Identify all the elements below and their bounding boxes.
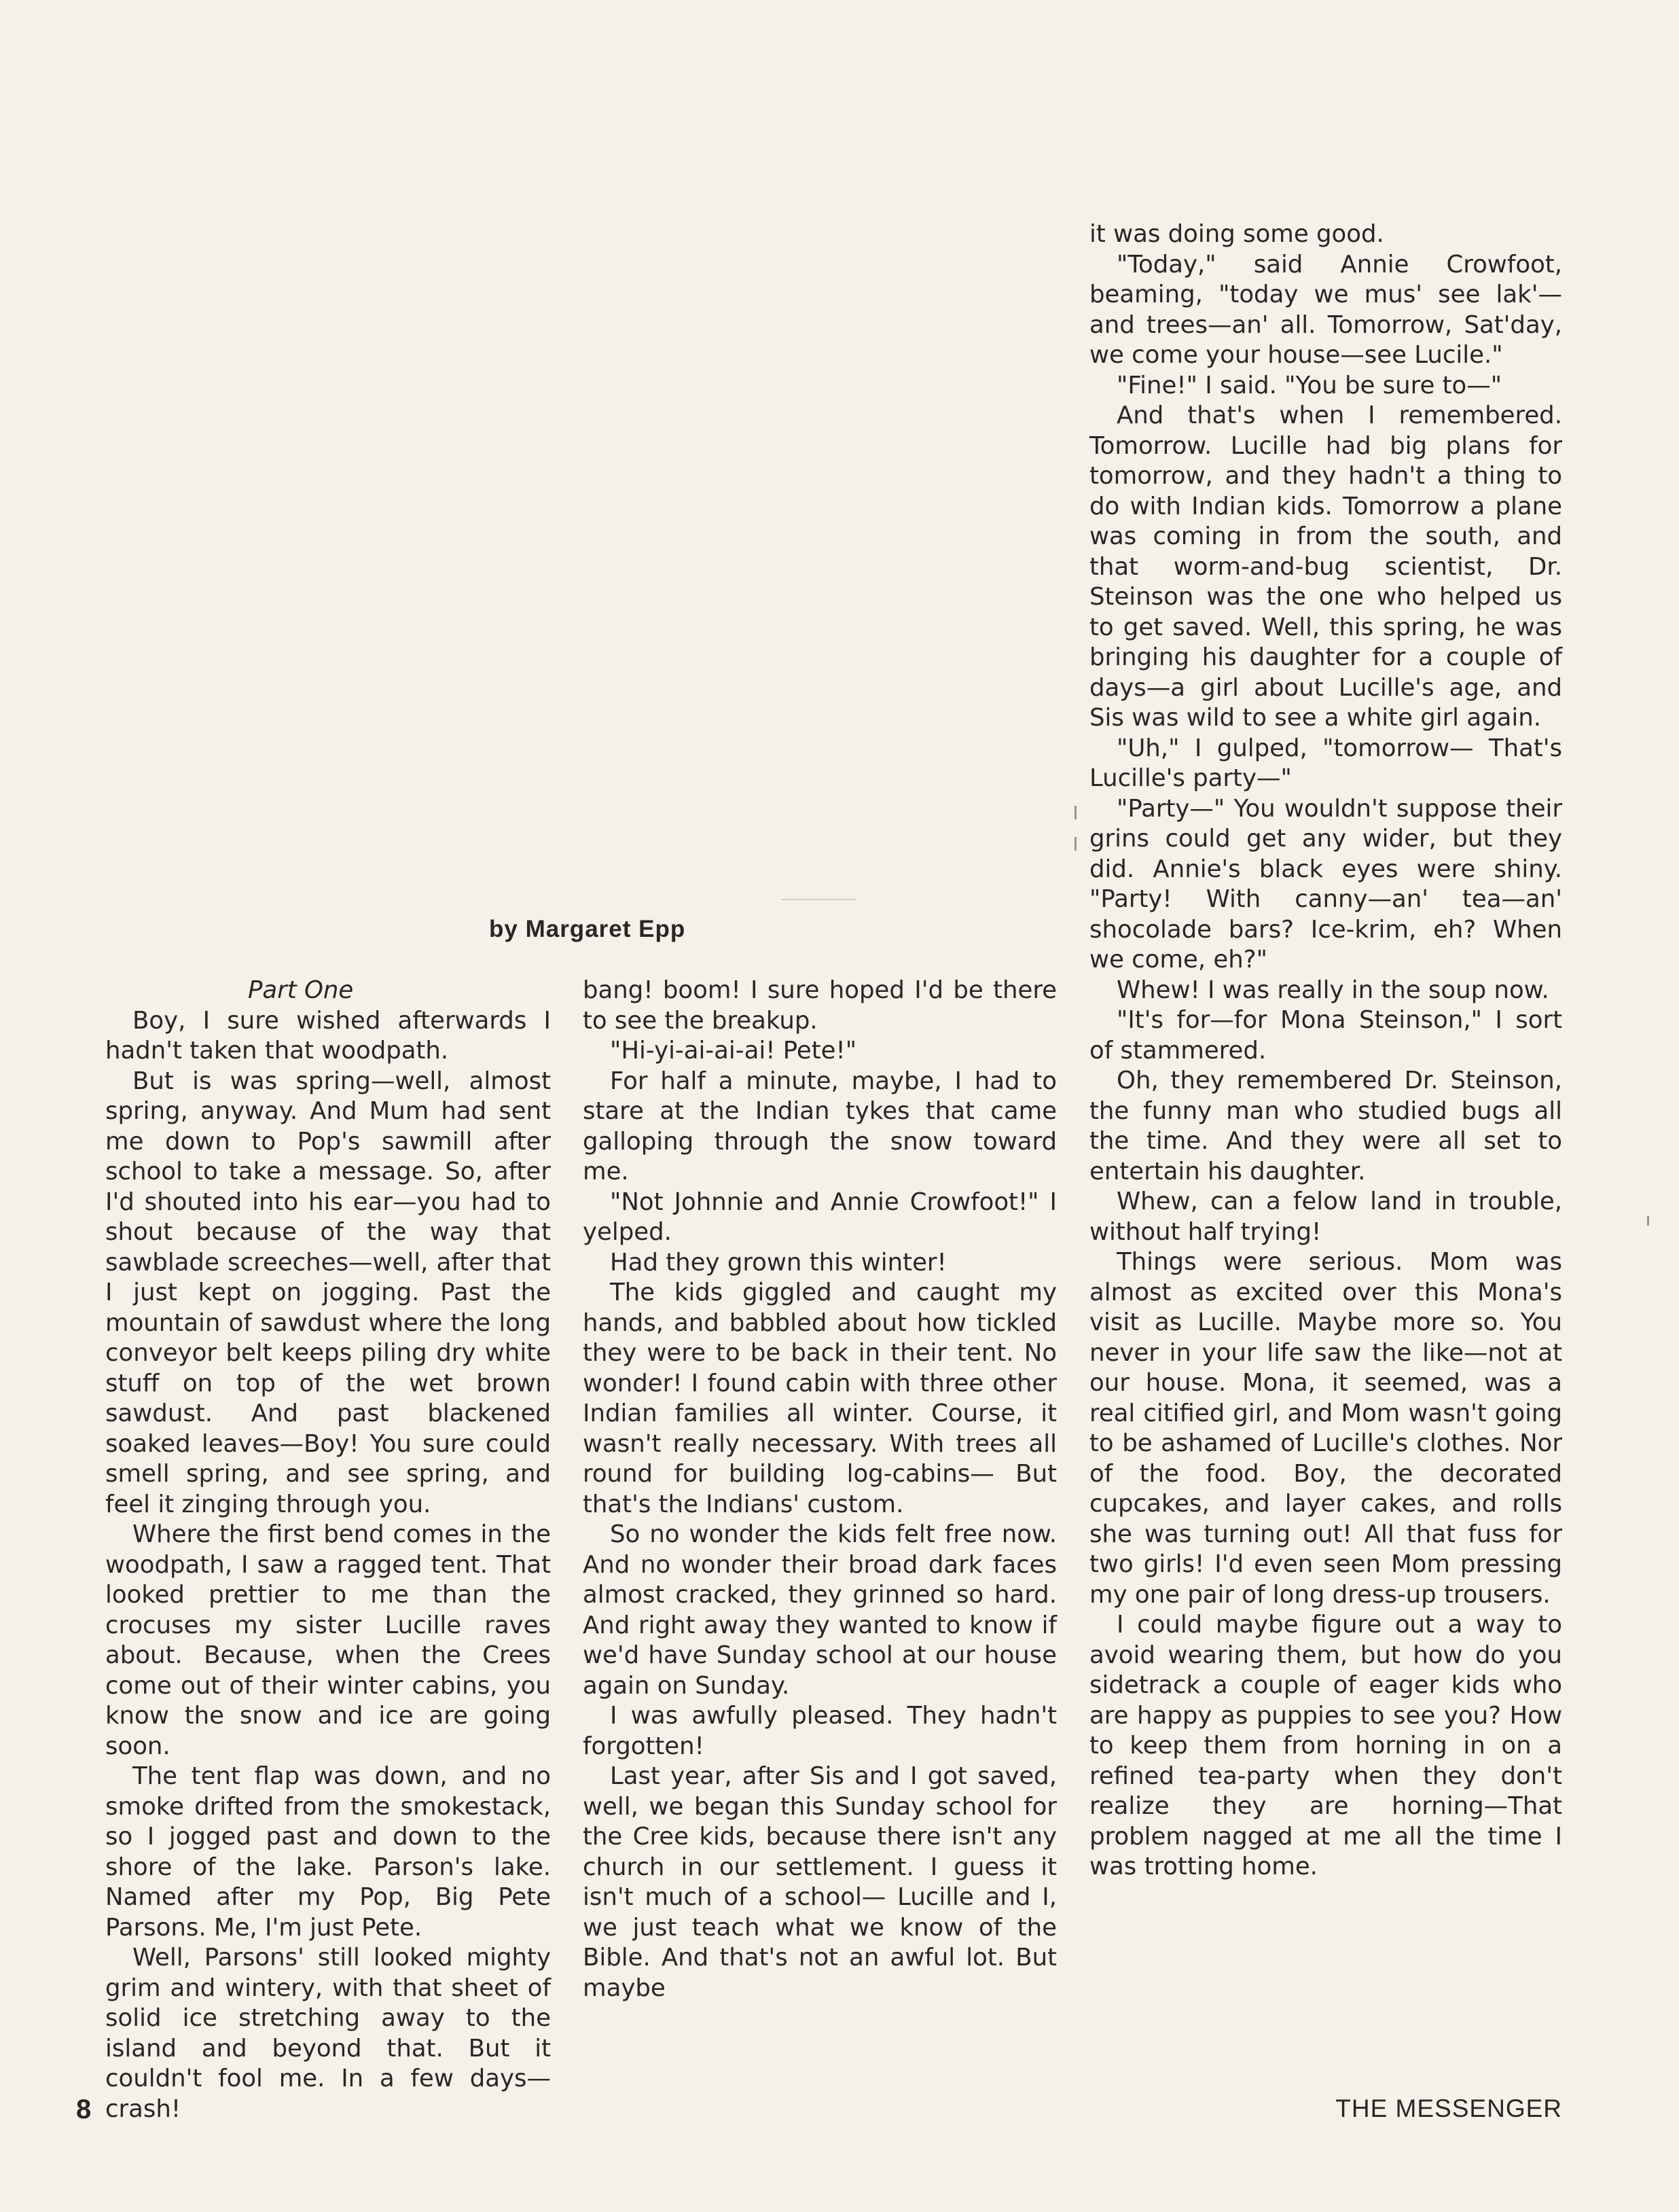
paragraph: Things were serious. Mom was almost as excited over this Mona's visit as Lucille. Maybe more so. You never in your life saw the like—not at our house. Mona, it seemed, was a real citified girl, and Mom wasn't going to be ashamed of Lucille's clothes. Nor of the food. Boy, the decorated cupcakes, and layer cakes, and rolls she was turning out! All that fuss for two girls! I'd even seen Mom pressing my one pair of long dress-up trousers. <box>1089 1248 1562 1609</box>
paragraph: "Hi-yi-ai-ai-ai! Pete!" <box>610 1037 857 1065</box>
paragraph: The kids giggled and caught my hands, and babbled about how tickled they were to be back in their tent. No wonder! I found cabin with three other Indian families all winter. Course, it wasn't really necessary. With trees all round for building log-cabins— But that's the Indians' custom. <box>583 1279 1057 1518</box>
margin-mark <box>1075 837 1077 851</box>
paragraph: But is was spring—well, almost spring, anyway. And Mum had sent me down to Pop's sawmill after school to take a message. So, after I'd shouted into his ear—you had to shout because of the way that sawblade screeches—well, after that I just kept on jogging. Past the mountain of sawdust where the long conveyor belt keeps piling dry white stuff on top of the wet brown sawdust. And past blackened soaked leaves—Boy! You sure could smell spring, and see spring, and feel it zinging through you. <box>105 1067 551 1518</box>
paragraph: Whew, can a felow land in trouble, without half trying! <box>1089 1188 1562 1246</box>
paragraph: "Party—" You wouldn't suppose their grins could get any wider, but they did. Annie's black eyes were shiny. "Party! With canny—an' tea—an' shocolade bars? Ice-krim, eh? When we come, eh?" <box>1089 794 1562 974</box>
paragraph: Whew! I was really in the soup now. <box>1117 976 1549 1004</box>
margin-mark <box>1647 1216 1649 1226</box>
paragraph: "Uh," I gulped, "tomorrow— That's Lucille's party—" <box>1089 734 1562 792</box>
decorative-rule <box>781 899 856 900</box>
paragraph: bang! boom! I sure hoped I'd be there to see the breakup. <box>583 976 1057 1035</box>
paragraph: "Fine!" I said. "You be sure to—" <box>1117 371 1502 399</box>
part-heading: Part One <box>248 976 354 1004</box>
paragraph: Well, Parsons' still looked mighty grim and wintery, with that sheet of solid ice stretching away to the island and beyond that. But it couldn't fool me. In a few days—crash! <box>105 1944 551 2123</box>
paragraph: it was doing some good. <box>1089 220 1384 248</box>
page-number: 8 <box>76 2094 92 2124</box>
paragraph: I could maybe figure out a way to avoid wearing them, but how do you sidetrack a couple of eager kids who are happy as puppies to see you? How to keep them from horning in on a refined tea-party when they don't realize they are horning—That problem nagged at me all the time I was trotting home. <box>1089 1611 1562 1880</box>
paragraph: The tent flap was down, and no smoke drifted from the smokestack, so I jogged past and down to the shore of the lake. Parson's lake. Named after my Pop, Big Pete Parsons. Me, I'm just Pete. <box>105 1762 551 1942</box>
paragraph: Had they grown this winter! <box>610 1248 947 1277</box>
text-column-3 <box>1089 219 1562 1883</box>
paragraph: So no wonder the kids felt free now. And no wonder their broad dark faces almost cracked, they grinned so hard. And right away they wanted to know if we'd have Sunday school at our house again on Sunday. <box>583 1520 1057 1700</box>
margin-mark <box>1075 806 1077 819</box>
paragraph: For half a minute, maybe, I had to stare at the Indian tykes that came galloping through the snow toward me. <box>583 1067 1057 1185</box>
byline: by Margaret Epp <box>489 916 686 942</box>
paragraph: "Not Johnnie and Annie Crowfoot!" I yelped. <box>583 1188 1057 1246</box>
paragraph: Boy, I sure wished afterwards I hadn't taken that woodpath. <box>105 1006 551 1065</box>
magazine-name: THE MESSENGER <box>1335 2094 1562 2122</box>
paragraph: Oh, they remembered Dr. Steinson, the funny man who studied bugs all the time. And they were all set to entertain his daughter. <box>1089 1067 1562 1185</box>
paragraph: I was awfully pleased. They hadn't forgotten! <box>583 1702 1057 1760</box>
paragraph: Last year, after Sis and I got saved, well, we began this Sunday school for the Cree kids, because there isn't any church in our settlement. I guess it isn't much of a school— Lucille and I, we just teach what we know of the Bible. And that's not an awful lot. But maybe <box>583 1762 1057 2002</box>
paragraph: Where the first bend comes in the woodpath, I saw a ragged tent. That looked prettier to me than the crocuses my sister Lucille raves about. Because, when the Crees come out of their winter cabins, you know the snow and ice are going soon. <box>105 1520 551 1760</box>
paragraph: "It's for—for Mona Steinson," I sort of stammered. <box>1089 1006 1562 1065</box>
paragraph: "Today," said Annie Crowfoot, beaming, "today we mus' see lak'—and trees—an' all. Tomorrow, Sat'day, we come your house—see Lucile." <box>1089 250 1562 369</box>
text-column-2 <box>583 976 1057 2003</box>
paragraph: And that's when I remembered. Tomorrow. Lucille had big plans for tomorrow, and they hadn't a thing to do with Indian kids. Tomorrow a plane was coming in from the south, and that worm-and-bug scientist, Dr. Steinson was the one who helped us to get saved. Well, this spring, he was bringing his daughter for a couple of days—a girl about Lucille's age, and Sis was wild to see a white girl again. <box>1089 402 1562 732</box>
text-column-1 <box>105 976 551 2124</box>
